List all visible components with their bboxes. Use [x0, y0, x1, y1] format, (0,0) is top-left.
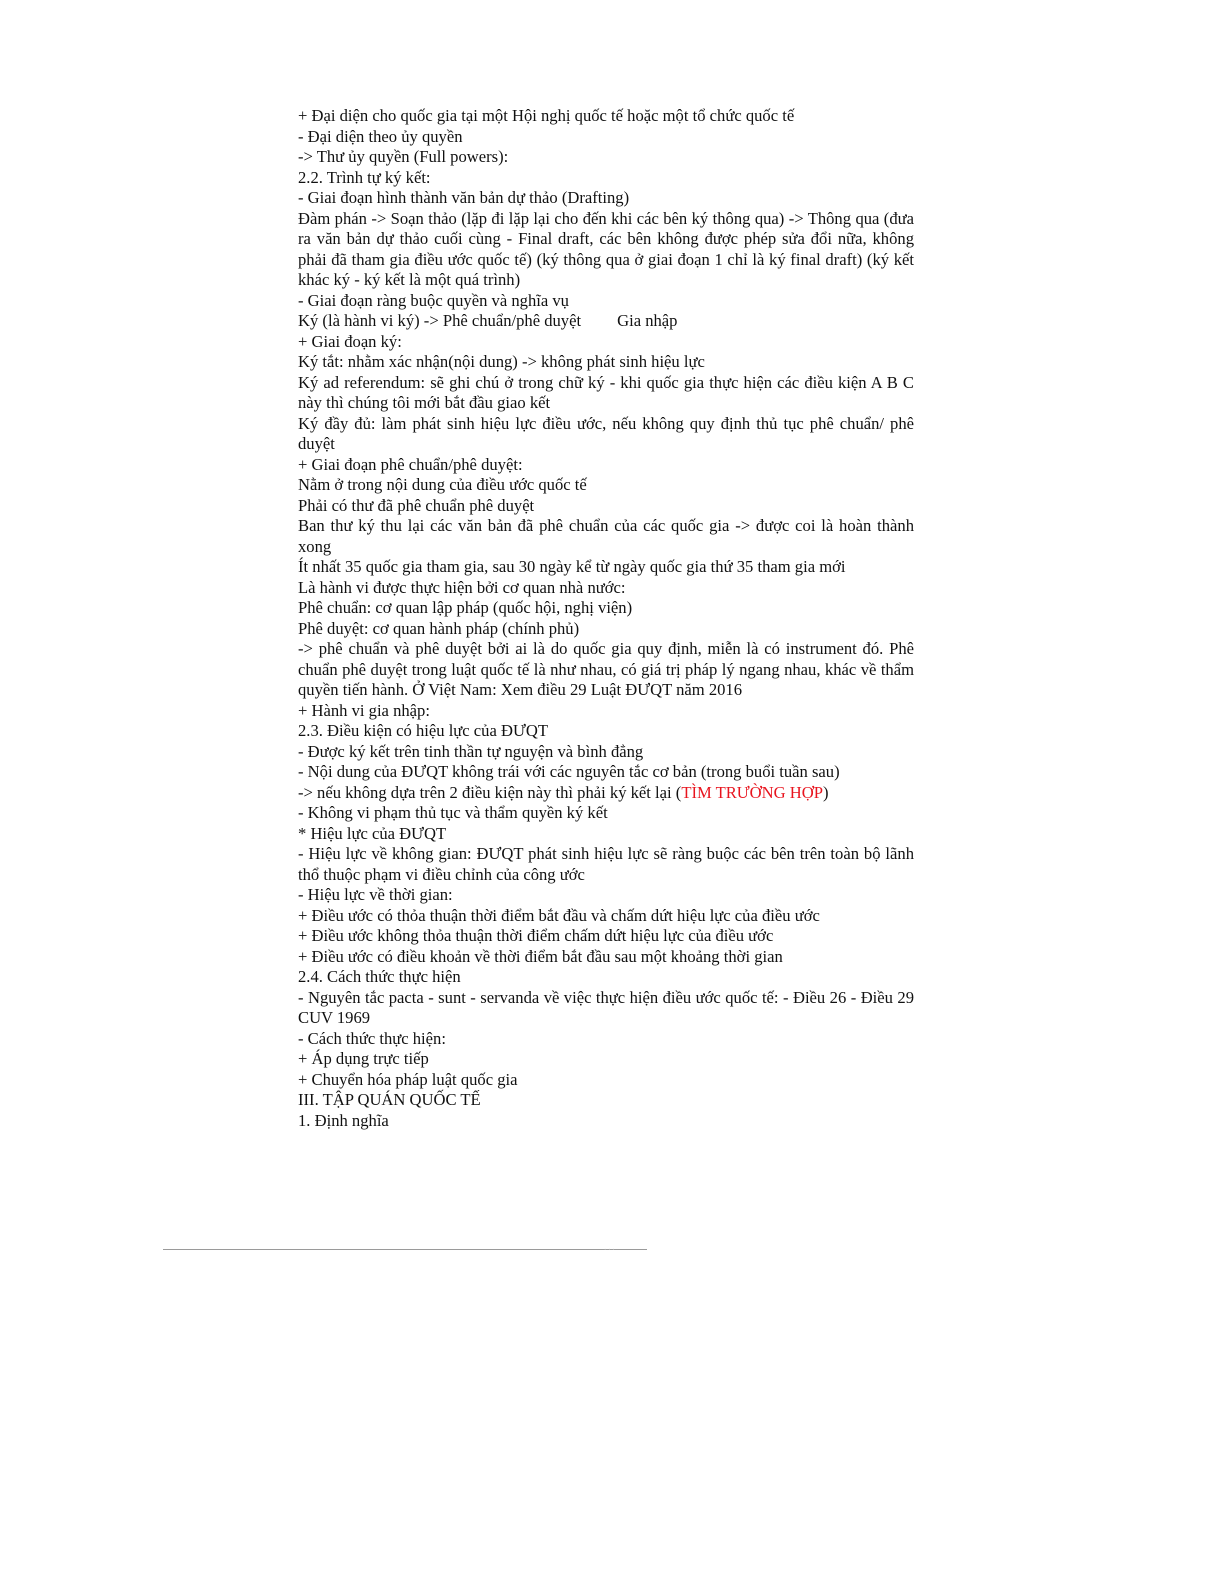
text-line: - Không vi phạm thủ tục và thẩm quyền ký kết — [298, 803, 608, 822]
text-line: + Điều ước có điều khoản về thời điểm bắt đầu sau một khoảng thời gian — [298, 946, 783, 966]
text-line: Phê duyệt: cơ quan hành pháp (chính phủ) — [298, 618, 580, 638]
text-paragraph: Đàm phán -> Soạn thảo (lặp đi lặp lại cho đến khi các bên ký thông qua) -> Thông qua (đưa ra văn bản dự thảo cuối cùng - Final draft, các bên không được phép sửa đổi nữa, không phải đã tham gia điều ước quốc tế) (ký thông qua ở giai đoạn 1 chỉ là ký final draft) (ký kết khác ký - ký kết là một quá trình) — [298, 208, 914, 289]
text-line: + Giai đoạn phê chuẩn/phê duyệt: — [298, 454, 523, 474]
text-line: Nằm ở trong nội dung của điều ước quốc tế — [298, 475, 587, 494]
text-line: Ký tắt: nhằm xác nhận(nội dung) -> không phát sinh hiệu lực — [298, 352, 705, 371]
text-line: + Giai đoạn ký: — [298, 331, 402, 351]
text-paragraph: Ký đầy đủ: làm phát sinh hiệu lực điều ước, nếu không quy định thủ tục phê chuẩn/ phê duyệt — [298, 413, 914, 453]
text-line: - Giai đoạn hình thành văn bản dự thảo (Drafting) — [298, 188, 630, 207]
text-line: - Hiệu lực về thời gian: — [298, 885, 453, 904]
text-paragraph: Ban thư ký thu lại các văn bản đã phê chuẩn của các quốc gia -> được coi là hoàn thành xong — [298, 516, 914, 556]
text-line: Ít nhất 35 quốc gia tham gia, sau 30 ngày kể từ ngày quốc gia thứ 35 tham gia mới — [298, 557, 846, 576]
signing-stage-text: Ký (là hành vi ký) -> Phê chuẩn/phê duyệt — [298, 311, 582, 330]
text-line: + Áp dụng trực tiếp — [298, 1049, 429, 1068]
text-line: - Đại diện theo ủy quyền — [298, 126, 463, 146]
text-line: + Chuyển hóa pháp luật quốc gia — [298, 1069, 518, 1089]
text-line: + Hành vi gia nhập: — [298, 700, 430, 720]
text-line: Phải có thư đã phê chuẩn phê duyệt — [298, 495, 535, 515]
text-line: - Cách thức thực hiện: — [298, 1028, 446, 1048]
chapter-heading: III. TẬP QUÁN QUỐC TẾ — [298, 1090, 481, 1109]
section-heading: 2.3. Điều kiện có hiệu lực của ĐƯQT — [298, 721, 548, 740]
line-prefix: -> nếu không dựa trên 2 điều kiện này thì phải ký kết lại ( — [298, 782, 682, 802]
section-heading: 2.4. Cách thức thực hiện — [298, 967, 461, 986]
text-paragraph: - Nguyên tắc pacta - sunt - servanda về việc thực hiện điều ước quốc tế: - Điều 26 - Điều 29 CUV 1969 — [298, 987, 914, 1027]
text-paragraph: - Hiệu lực về không gian: ĐƯQT phát sinh hiệu lực sẽ ràng buộc các bên trên toàn bộ lãnh thổ thuộc phạm vi điều chỉnh của công ước — [298, 844, 914, 884]
text-line: -> Thư ủy quyền (Full powers): — [298, 147, 509, 166]
highlighted-line — [298, 783, 914, 804]
text-line: - Nội dung của ĐƯQT không trái với các nguyên tắc cơ bản (trong buổi tuần sau) — [298, 762, 840, 781]
faint-footer-mark: · · · — [604, 1246, 615, 1253]
line-suffix: ) — [822, 782, 829, 802]
text-paragraph: -> phê chuẩn và phê duyệt bởi ai là do quốc gia quy định, miễn là có instrument đó. Phê chuẩn phê duyệt trong luật quốc tế là như nhau, có giá trị pháp lý ngang nhau, khác về thẩm quyền tiến hành. Ở Việt Nam: Xem điều 29 Luật ĐƯQT năm 2016 — [298, 639, 914, 699]
footer-divider — [163, 1249, 647, 1250]
text-paragraph: Ký ad referendum: sẽ ghi chú ở trong chữ ký - khi quốc gia thực hiện các điều kiện A B C này thì chúng tôi mới bắt đầu giao kết — [298, 372, 914, 412]
text-line: Là hành vi được thực hiện bởi cơ quan nhà nước: — [298, 577, 626, 597]
section-heading: 2.2. Trình tự ký kết: — [298, 167, 431, 187]
document-body — [298, 106, 914, 1131]
text-line: + Điều ước có thỏa thuận thời điểm bắt đầu và chấm dứt hiệu lực của điều ước — [298, 905, 820, 925]
text-line: - Được ký kết trên tinh thần tự nguyện và bình đẳng — [298, 741, 644, 761]
text-line: - Giai đoạn ràng buộc quyền và nghĩa vụ — [298, 290, 569, 310]
text-line: + Điều ước không thỏa thuận thời điểm chấm dứt hiệu lực của điều ước — [298, 926, 774, 945]
accession-text: Gia nhập — [617, 311, 678, 330]
text-line: Phê chuẩn: cơ quan lập pháp (quốc hội, nghị viện) — [298, 598, 633, 617]
text-line: + Đại diện cho quốc gia tại một Hội nghị quốc tế hoặc một tổ chức quốc tế — [298, 106, 795, 125]
text-line: * Hiệu lực của ĐƯQT — [298, 823, 447, 843]
section-heading: 1. Định nghĩa — [298, 1110, 389, 1130]
signing-stages-line — [298, 311, 914, 332]
red-highlight-text: TÌM TRƯỜNG HỢP — [681, 782, 823, 802]
